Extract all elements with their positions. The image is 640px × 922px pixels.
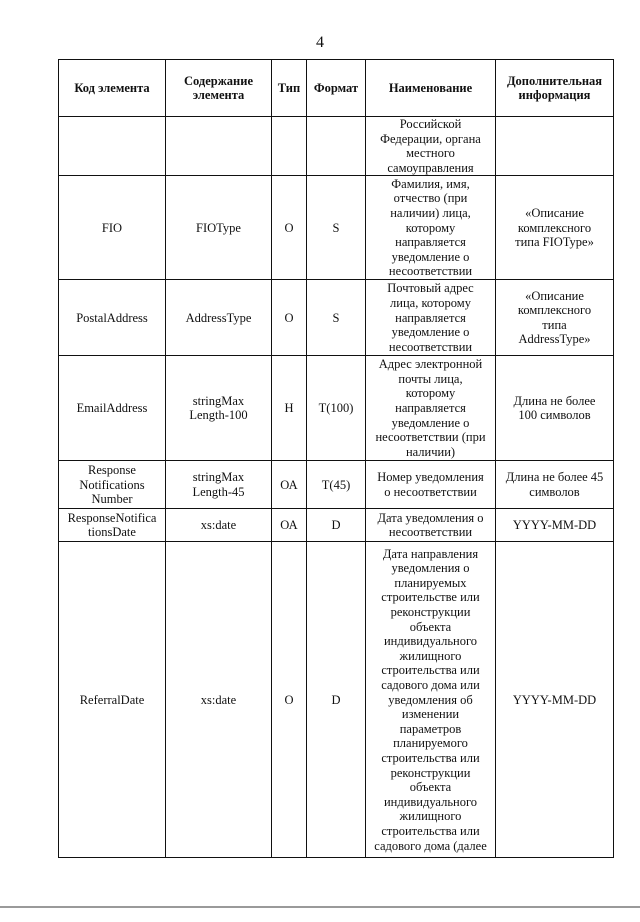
cell-info: «Описание комплексного типа AddressType» — [496, 280, 614, 356]
scan-bottom-edge — [0, 906, 640, 908]
cell-code — [59, 117, 166, 176]
cell-code: FIO — [59, 176, 166, 280]
cell-info — [496, 117, 614, 176]
element-spec-table — [58, 59, 614, 858]
table-row — [59, 280, 614, 356]
cell-code: EmailAddress — [59, 356, 166, 461]
cell-type: О — [272, 542, 307, 858]
cell-info: YYYY-MM-DD — [496, 509, 614, 542]
cell-name: Адрес электронной почты лица, которому направляется уведомление о несоответствии (при наличии) — [366, 356, 496, 461]
cell-format: D — [307, 542, 366, 858]
cell-code: ResponseNotifica tionsDate — [59, 509, 166, 542]
table-row — [59, 176, 614, 280]
cell-name: Дата уведомления о несоответствии — [366, 509, 496, 542]
cell-info: Длина не более 100 символов — [496, 356, 614, 461]
cell-type: О — [272, 176, 307, 280]
table-header-row — [59, 60, 614, 117]
cell-type: ОА — [272, 461, 307, 509]
cell-format: S — [307, 280, 366, 356]
cell-name: Российской Федерации, органа местного самоуправления — [366, 117, 496, 176]
cell-content: stringMax Length-100 — [166, 356, 272, 461]
cell-content: xs:date — [166, 542, 272, 858]
cell-info: Длина не более 45 символов — [496, 461, 614, 509]
table-row — [59, 509, 614, 542]
cell-name: Дата направления уведомления о планируемых строительстве или реконструкции объекта индивидуального жилищного строительства или садового дома или уведомления об изменении параметров планируемого строительства или реконструкции объекта индивидуального жилищного строительства или садового дома (далее — [366, 542, 496, 858]
header-code: Код элемента — [59, 60, 166, 117]
cell-format: S — [307, 176, 366, 280]
cell-type: ОА — [272, 509, 307, 542]
table-row — [59, 356, 614, 461]
cell-type: Н — [272, 356, 307, 461]
cell-content: stringMax Length-45 — [166, 461, 272, 509]
cell-content — [166, 117, 272, 176]
header-info: Дополнительная информация — [496, 60, 614, 117]
cell-content: xs:date — [166, 509, 272, 542]
cell-name: Фамилия, имя, отчество (при наличии) лица, которому направляется уведомление о несоответствии — [366, 176, 496, 280]
header-content: Содержание элемента — [166, 60, 272, 117]
cell-info: «Описание комплексного типа FIOType» — [496, 176, 614, 280]
cell-name: Номер уведомления о несоответствии — [366, 461, 496, 509]
page-number: 4 — [316, 34, 324, 51]
cell-content: FIOType — [166, 176, 272, 280]
cell-name: Почтовый адрес лица, которому направляется уведомление о несоответствии — [366, 280, 496, 356]
header-name: Наименование — [366, 60, 496, 117]
cell-content: AddressType — [166, 280, 272, 356]
table-row — [59, 461, 614, 509]
cell-code: ReferralDate — [59, 542, 166, 858]
cell-type: О — [272, 280, 307, 356]
table-row — [59, 117, 614, 176]
header-format: Формат — [307, 60, 366, 117]
cell-type — [272, 117, 307, 176]
cell-format: T(100) — [307, 356, 366, 461]
cell-code: Response Notifications Number — [59, 461, 166, 509]
cell-info: YYYY-MM-DD — [496, 542, 614, 858]
table-row — [59, 542, 614, 858]
cell-format: D — [307, 509, 366, 542]
cell-format — [307, 117, 366, 176]
cell-format: T(45) — [307, 461, 366, 509]
cell-code: PostalAddress — [59, 280, 166, 356]
header-type: Тип — [272, 60, 307, 117]
